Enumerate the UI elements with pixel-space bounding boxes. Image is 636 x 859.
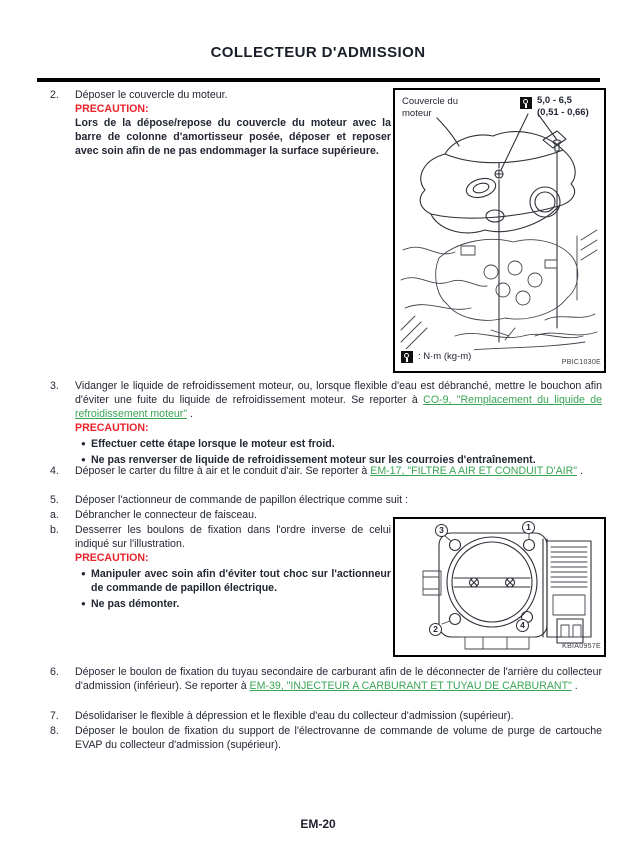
bolt-callout-1: 1 [522,521,535,534]
step-b-block [50,523,391,611]
step-6-block [50,665,602,693]
torque-wrench-icon [520,97,532,109]
step-2-block [50,88,391,158]
bullet-icon: ● [81,455,86,464]
link-em17-air-filter[interactable]: EM-17, "FILTRE A AIR ET CONDUIT D'AIR" [370,465,578,477]
figure-throttle-body [393,517,606,657]
torque-value-kgm: (0,51 - 0,66) [537,106,589,118]
step-text: Desserrer les boulons de fixation dans l'ordre inverse de celui indiqué sur l'illustration. [75,524,391,550]
title-divider [37,78,600,82]
figure-callout-engine-cover: Couvercle du moteur [402,96,458,119]
page-title: COLLECTEUR D'ADMISSION [210,44,426,61]
step-text-pre: Déposer le boulon de fixation du tuyau secondaire de carburant afin de le déconnecter de l'arrière du collecteur d'admission (inférieur). Se reporter à [75,666,602,692]
precaution-bullet [75,597,391,611]
step-2 [50,88,391,102]
step-3 [50,379,602,421]
torque-wrench-glyph [404,353,409,358]
step-text [75,665,602,693]
bolt-callout-2: 2 [429,623,442,636]
torque-unit-legend [400,349,474,365]
step-8 [50,724,602,752]
step-4-block [50,464,602,478]
step-text-post: . [577,465,583,477]
step-number: 5. [50,494,59,506]
bullet-text: Manipuler avec soin afin d'éviter tout choc sur l'actionneur de commande de papillon électrique. [91,568,391,594]
step-number: 3. [50,380,59,392]
step-number: 6. [50,666,59,678]
bolt-callout-3: 3 [435,524,448,537]
step-5-block [50,493,602,507]
bullet-icon: ● [81,569,86,578]
precaution-label: PRECAUTION: [75,422,149,434]
step-text-post: . [187,408,193,420]
step-text: Déposer l'actionneur de commande de papillon électrique comme suit : [75,494,408,506]
figure-engine-cover [393,88,606,373]
bullet-text: Ne pas renverser de liquide de refroidissement moteur sur les courroies d'entraînement. [91,454,536,466]
precaution-block [75,421,602,467]
precaution-bullet [75,437,602,451]
bullet-icon: ● [81,439,86,448]
step-6 [50,665,602,693]
step-number: 7. [50,710,59,722]
bullet-text: Ne pas démonter. [91,598,180,610]
precaution-block [75,102,391,158]
step-7-block [50,709,602,723]
precaution-label: PRECAUTION: [75,552,149,564]
precaution-bullet [75,567,391,595]
step-text [75,379,602,421]
throttle-body-illustration [395,519,604,655]
step-4 [50,464,602,478]
torque-wrench-icon [401,351,413,363]
bullet-icon: ● [81,599,86,608]
precaution-block [75,551,391,611]
step-text: Déposer le boulon de fixation du support de l'électrovanne de commande de volume de purge de cartouche EVAP du collecteur d'admission (supérieur). [75,725,602,751]
step-8-block [50,724,602,752]
step-text-pre: Déposer le carter du filtre à air et le conduit d'air. Se reporter à [75,465,371,477]
link-co9-coolant[interactable]: CO-9, "Remplacement du liquide de refroidissement moteur" [75,394,602,420]
step-b [50,523,391,551]
step-text: Déposer le couvercle du moteur. [75,89,228,101]
step-text-post: . [571,680,578,692]
step-5 [50,493,602,507]
step-number: 2. [50,89,59,101]
step-letter: a. [50,509,59,521]
engine-cover-illustration [395,90,604,371]
step-text: Débrancher le connecteur de faisceau. [75,509,257,521]
step-number: 4. [50,465,59,477]
precaution-label: PRECAUTION: [75,103,149,115]
torque-spec [537,95,589,118]
torque-unit-text: : N·m (kg-m) [418,351,472,362]
precaution-text: Lors de la dépose/repose du couvercle du moteur avec la barre de colonne d'amortisseur posée, déposer et reposer avec soin afin de ne pas endommager la surface supérieure. [75,117,391,157]
step-3-block [50,379,602,467]
bullet-text: Effectuer cette étape lorsque le moteur est froid. [91,438,335,450]
step-text-pre: Vidanger le liquide de refroidissement moteur, ou, lorsque flexible d'eau est débranché, mettre le bouchon afin d'éviter une fuite du liquide de refroidissement moteur. Se reporter à [75,380,602,406]
step-letter: b. [50,524,59,536]
step-7 [50,709,602,723]
step-text [75,464,602,478]
torque-value-nm: 5,0 - 6,5 [537,95,572,106]
page-number: EM-20 [300,817,336,831]
step-text: Désolidariser le flexible à dépression et le flexible d'eau du collecteur d'admission (supérieur). [75,710,514,722]
figure-id: KBIA0957E [562,643,601,650]
torque-wrench-glyph [523,99,528,104]
link-em39-fuel-injector[interactable]: EM-39, "INJECTEUR A CARBURANT ET TUYAU DE CARBURANT" [249,680,572,692]
bolt-callout-4: 4 [516,619,529,632]
figure-id: PBIC1030E [561,359,601,366]
step-number: 8. [50,725,59,737]
